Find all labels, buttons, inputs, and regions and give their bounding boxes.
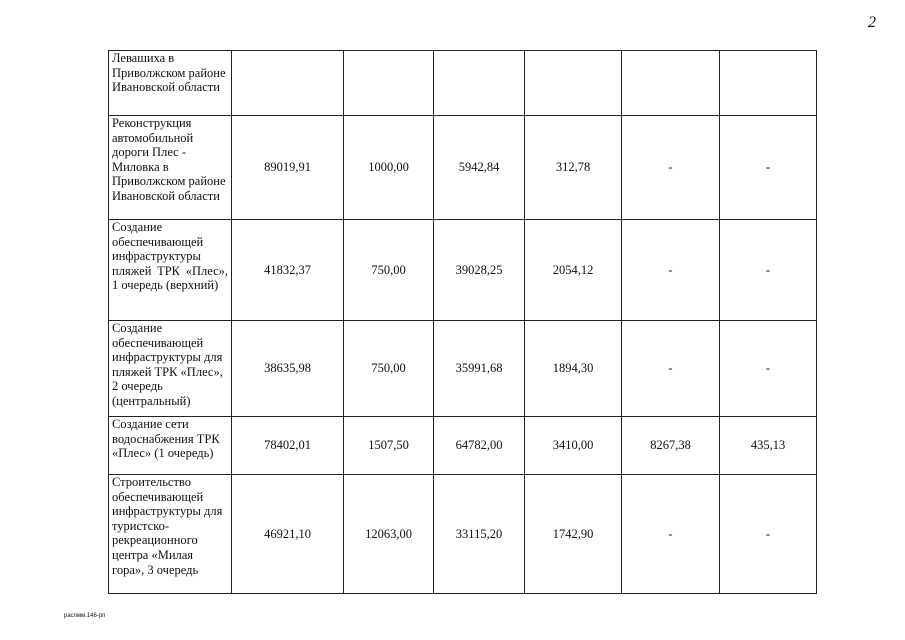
value-cell: - xyxy=(622,220,720,321)
data-table xyxy=(108,50,817,594)
value-cell: - xyxy=(720,220,817,321)
value-cell xyxy=(232,51,344,116)
value-cell: 12063,00 xyxy=(344,475,434,594)
value-cell: - xyxy=(622,321,720,417)
value-cell xyxy=(434,51,525,116)
value-cell xyxy=(344,51,434,116)
project-name: Создание обеспечивающей инфраструктуры пляжей ТРК «Плес», 1 очередь (верхний) xyxy=(109,220,232,321)
value-cell: 1507,50 xyxy=(344,417,434,475)
value-cell: 750,00 xyxy=(344,220,434,321)
value-cell: 39028,25 xyxy=(434,220,525,321)
value-cell: 41832,37 xyxy=(232,220,344,321)
value-cell: - xyxy=(622,475,720,594)
value-cell: 312,78 xyxy=(525,116,622,220)
value-cell: 2054,12 xyxy=(525,220,622,321)
value-cell: 33115,20 xyxy=(434,475,525,594)
value-cell: 35991,68 xyxy=(434,321,525,417)
value-cell: - xyxy=(720,475,817,594)
table-row xyxy=(109,220,817,321)
table-row xyxy=(109,51,817,116)
value-cell: - xyxy=(622,116,720,220)
value-cell: - xyxy=(720,116,817,220)
value-cell: 8267,38 xyxy=(622,417,720,475)
value-cell: 38635,98 xyxy=(232,321,344,417)
value-cell xyxy=(622,51,720,116)
value-cell: 5942,84 xyxy=(434,116,525,220)
document-code: распмм.146-рп xyxy=(64,613,106,619)
table-row xyxy=(109,321,817,417)
value-cell: 78402,01 xyxy=(232,417,344,475)
value-cell: 1894,30 xyxy=(525,321,622,417)
project-name: Строительство обеспечивающей инфраструктуры для туристско-рекреационного центра «Милая гора», 3 очередь xyxy=(109,475,232,594)
project-name: Создание обеспечивающей инфраструктуры для пляжей ТРК «Плес», 2 очередь (центральный) xyxy=(109,321,232,417)
project-name: Реконструкция автомобильной дороги Плес - Миловка в Приволжском районе Ивановской области xyxy=(109,116,232,220)
value-cell: 64782,00 xyxy=(434,417,525,475)
value-cell: 89019,91 xyxy=(232,116,344,220)
value-cell: 1000,00 xyxy=(344,116,434,220)
table-row xyxy=(109,417,817,475)
value-cell: 1742,90 xyxy=(525,475,622,594)
project-name: Левашиха в Приволжском районе Ивановской области xyxy=(109,51,232,116)
table-row xyxy=(109,475,817,594)
value-cell: 46921,10 xyxy=(232,475,344,594)
value-cell xyxy=(525,51,622,116)
value-cell: 435,13 xyxy=(720,417,817,475)
project-name: Создание сети водоснабжения ТРК «Плес» (1 очередь) xyxy=(109,417,232,475)
table-row xyxy=(109,116,817,220)
value-cell xyxy=(720,51,817,116)
value-cell: 3410,00 xyxy=(525,417,622,475)
value-cell: - xyxy=(720,321,817,417)
value-cell: 750,00 xyxy=(344,321,434,417)
page-number: 2 xyxy=(868,14,876,31)
